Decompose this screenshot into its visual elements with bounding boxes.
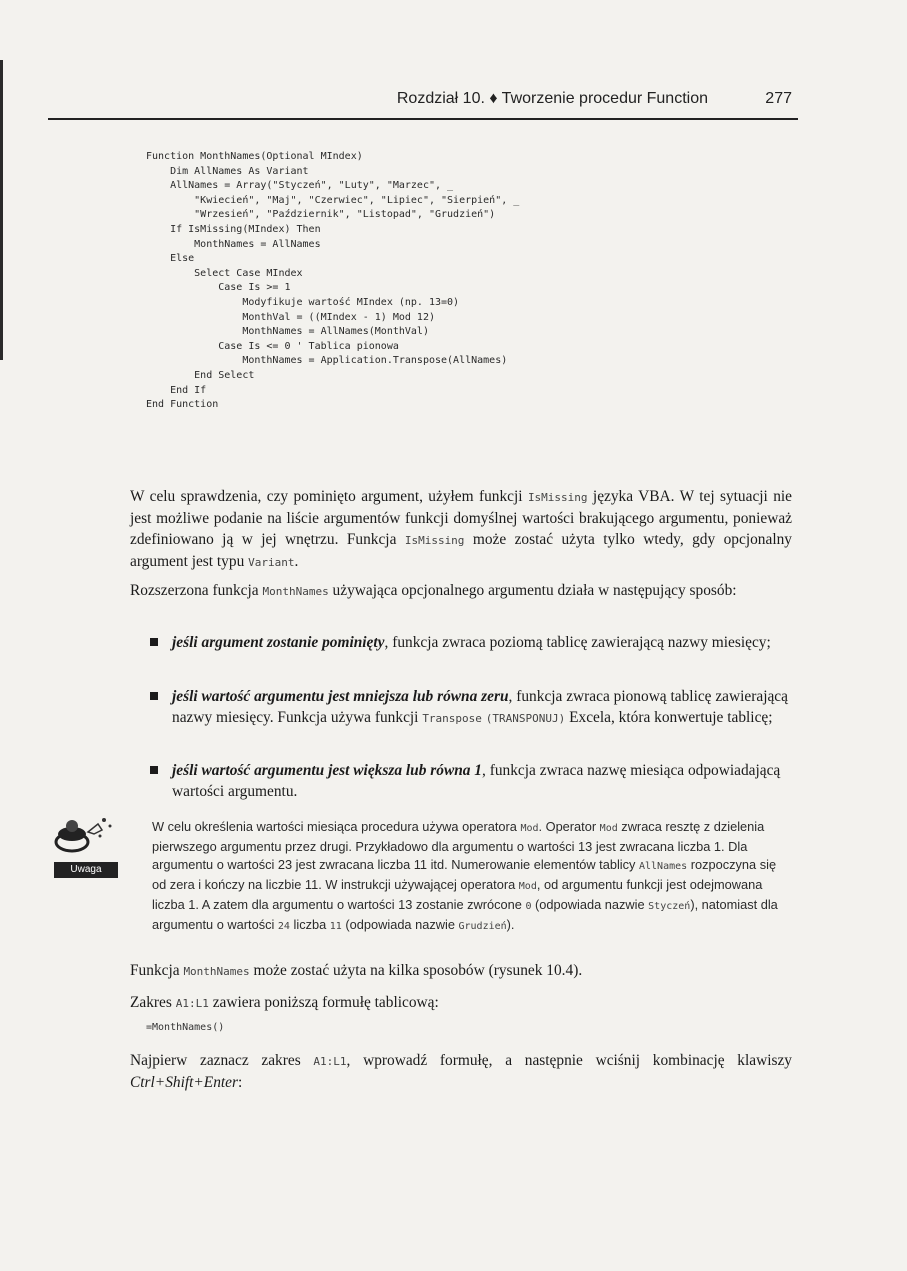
paragraph-range: Zakres A1:L1 zawiera poniższą formułę tablicową:: [130, 994, 439, 1011]
paragraph-monthnames-intro: Rozszerzona funkcja MonthNames używająca opcjonalnego argumentu działa w następujący sposób:: [130, 582, 737, 599]
code-line: End If: [146, 384, 207, 396]
code-line: MonthNames = Application.Transpose(AllNames): [146, 355, 508, 367]
code-line: Function MonthNames(Optional MIndex): [146, 151, 363, 162]
code-line: AllNames = Array("Styczeń", "Luty", "Marzec", _: [146, 180, 454, 192]
bullet-square-icon: [150, 638, 158, 646]
left-margin-rule: [0, 60, 3, 360]
code-line: Case Is <= 0 ' Tablica pionowa: [146, 340, 399, 352]
code-line: MonthNames = AllNames: [146, 238, 321, 250]
array-formula: =MonthNames(): [146, 1022, 225, 1033]
code-line: Else: [146, 253, 195, 265]
page-number: 277: [765, 90, 792, 107]
paragraph-usage: Funkcja MonthNames może zostać użyta na kilka sposobów (rysunek 10.4).: [130, 962, 583, 979]
running-header: [48, 86, 798, 120]
code-line: Dim AllNames As Variant: [146, 165, 309, 177]
note-label: Uwaga: [54, 862, 118, 878]
code-line: MonthNames = AllNames(MonthVal): [146, 326, 429, 338]
chapter-title: Rozdział 10. ♦ Tworzenie procedur Function: [396, 90, 708, 107]
bullet-square-icon: [150, 692, 158, 700]
note-text: W celu określenia wartości miesiąca procedura używa operatora Mod. Operator Mod zwraca resztę z dzielenia pierwszego argumentu przez drugi. Przykładowo dla argumentu o wartości 13 jest zwracana liczba 1. Dla argumentu o wartości 23 jest zwracana liczba 11 itd. Numerowanie elementów tablicy AllNames rozpoczyna się od zera i kończy na liczbie 11. W instrukcji używającej operatora Mod, od argumentu funkcji jest odejmowana liczba 1. A zatem dla argumentu o wartości 13 zostanie zwrócone 0 (odpowiada nazwie Styczeń), natomiast dla argumentu o wartości 24 liczba 11 (odpowiada nazwie Grudzień).: [152, 819, 778, 932]
paragraph-ismissing: W celu sprawdzenia, czy pominięto argument, użyłem funkcji IsMissing języka VBA. W tej sytuacji nie jest możliwe podanie na liście argumentów funkcji domyślnej wartości brakującego argumentu, ponieważ zdefiniowano ją w jej wnętrzu. Funkcja IsMissing może zostać użyta tylko wtedy, gdy opcjonalny argument jest typu Variant.: [130, 488, 792, 570]
paragraph-instruction: Najpierw zaznacz zakres A1:L1, wprowadź formułę, a następnie wciśnij kombinację klawiszy Ctrl+Shift+Enter:: [130, 1052, 792, 1091]
code-line: If IsMissing(MIndex) Then: [146, 223, 321, 235]
code-line: End Select: [146, 369, 255, 381]
code-line: "Wrzesień", "Październik", "Listopad", "Grudzień"): [146, 209, 496, 221]
list-item: jeśli argument zostanie pominięty, funkcja zwraca poziomą tablicę zawierającą nazwy miesięcy;: [150, 632, 790, 653]
code-line: Select Case MIndex: [146, 267, 303, 279]
code-line: Case Is >= 1: [146, 282, 291, 294]
code-listing: [146, 150, 786, 413]
bullet-square-icon: [150, 766, 158, 774]
code-line: End Function: [146, 399, 219, 411]
list-item: jeśli wartość argumentu jest mniejsza lub równa zeru, funkcja zwraca pionową tablicę zawierającą nazwy miesięcy. Funkcja używa funkcji Transpose (TRANSPONUJ) Excela, która konwertuje tablicę;: [150, 686, 790, 729]
code-line: Modyfikuje wartość MIndex (np. 13=0): [146, 296, 460, 308]
code-line: MonthVal = ((MIndex - 1) Mod 12): [146, 311, 435, 323]
code-line: "Kwiecień", "Maj", "Czerwiec", "Lipiec", "Sierpień", _: [146, 194, 520, 206]
list-item: jeśli wartość argumentu jest większa lub równa 1, funkcja zwraca nazwę miesiąca odpowiadającą wartości argumentu.: [150, 760, 790, 802]
